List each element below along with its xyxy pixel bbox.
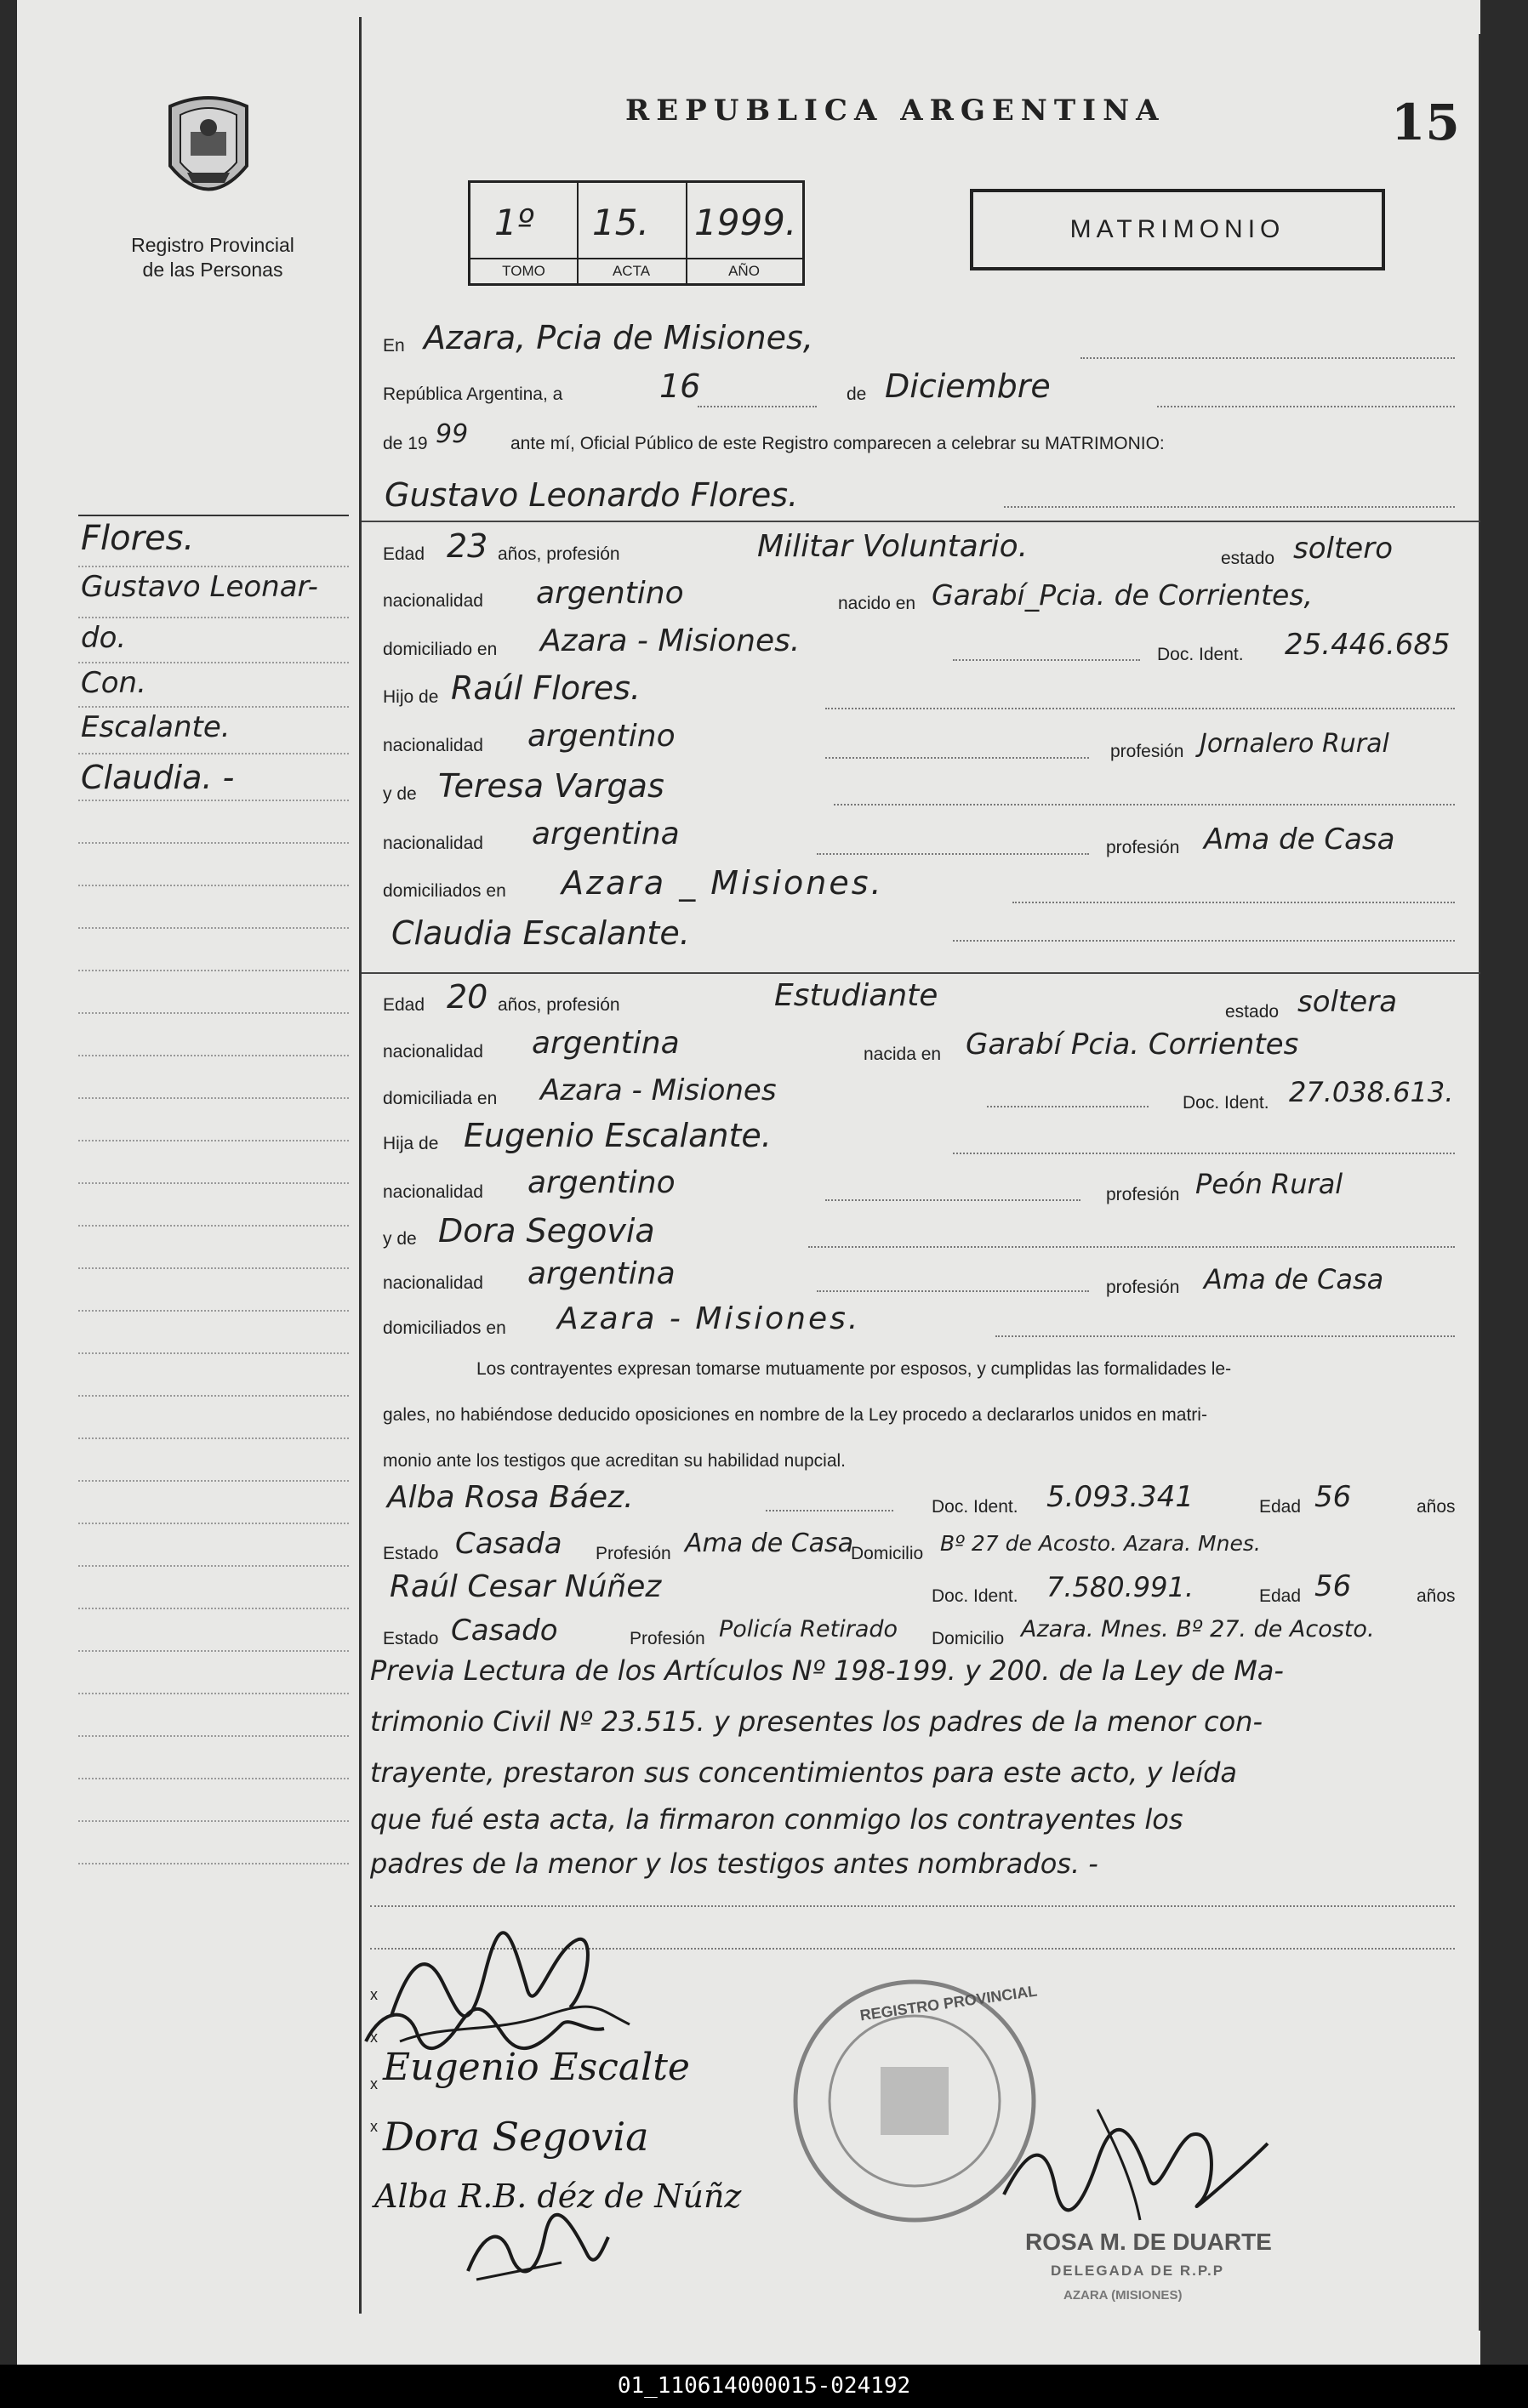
x-mark: x (370, 2118, 378, 2135)
bride-yde-label: y de (383, 1229, 417, 1249)
bride-padre: Eugenio Escalante. (464, 1117, 772, 1154)
place-value: Azara, Pcia de Misiones, (424, 319, 813, 356)
ano-label: AÑO (686, 258, 802, 280)
margin-line (78, 885, 349, 886)
formal-text-line3: monio ante los testigos que acreditan su habilidad nupcial. (383, 1451, 847, 1471)
witness2-profesion: Policía Retirado (719, 1616, 898, 1642)
official-title: DELEGADA DE R.P.P (1051, 2263, 1225, 2279)
bride-madre-nac: argentina (527, 1256, 676, 1291)
formal-text-line1: Los contrayentes expresan tomarse mutuamente por esposos, y cumplidas las formalidades le- (476, 1359, 1232, 1379)
groom-padre-prof-label: profesión (1110, 742, 1184, 761)
groom-nacido-label: nacido en (838, 594, 916, 613)
fill-line (825, 1199, 1080, 1201)
margin-line (78, 566, 349, 567)
groom-yde-label: y de (383, 784, 417, 804)
tomo-cell (470, 183, 579, 283)
margin-line (78, 617, 349, 618)
left-margin-rule (359, 17, 362, 2314)
official-place: AZARA (MISIONES) (1063, 2288, 1183, 2303)
witness2-estado-label: Estado (383, 1629, 439, 1648)
intro-statement: ante mí, Oficial Público de este Registro comparecen a celebrar su MATRIMONIO: (510, 434, 1165, 453)
witness1-estado: Casada (455, 1527, 562, 1561)
groom-padre-prof: Jornalero Rural (1200, 729, 1389, 759)
witness1-prof-label: Profesión (596, 1544, 671, 1563)
witness2-prof-label: Profesión (630, 1629, 705, 1648)
bride-profesion: Estudiante (774, 978, 938, 1013)
bride-edad-label: Edad (383, 995, 425, 1015)
en-label: En (383, 336, 405, 356)
groom-madre-prof-label: profesión (1106, 838, 1180, 857)
margin-line (78, 927, 349, 929)
fill-line (808, 1246, 1455, 1248)
fill-line (1012, 902, 1455, 903)
margin-note-2: Gustavo Leonar- (81, 570, 318, 604)
record-id-box (468, 180, 805, 286)
witness2-domic-label: Domicilio (932, 1629, 1005, 1648)
witness2-estado: Casado (451, 1614, 558, 1648)
stamp-text: REGISTRO PROVINCIAL (858, 1982, 1039, 2024)
margin-line (78, 800, 349, 801)
right-edge-rule (1479, 34, 1480, 2331)
registry-name-line2: de las Personas (142, 259, 283, 281)
margin-line (78, 842, 349, 844)
month-value: Diciembre (885, 367, 1051, 405)
margin-note-6: Claudia. - (81, 759, 235, 796)
margin-line (78, 1608, 349, 1609)
alba-signature: Alba R.B. déz de Núñz (374, 2177, 742, 2215)
witness1-doc: 5.093.341 (1046, 1480, 1194, 1514)
margin-line (78, 1225, 349, 1227)
margin-line (78, 1778, 349, 1779)
bride-nacionalidad: argentina (532, 1026, 680, 1061)
x-mark: x (370, 2075, 378, 2092)
groom-nac-label: nacionalidad (383, 591, 483, 611)
bride-domicilio: Azara - Misiones (540, 1073, 777, 1107)
bride-madre-prof-label: profesión (1106, 1278, 1180, 1297)
fill-line (953, 659, 1140, 661)
bride-hija-label: Hija de (383, 1134, 439, 1153)
republica-label: República Argentina, a (383, 384, 563, 404)
margin-line (78, 1735, 349, 1737)
margin-line (78, 1310, 349, 1312)
bride-madre-prof: Ama de Casa (1204, 1263, 1384, 1295)
fill-line (987, 1106, 1149, 1107)
fill-line (1157, 406, 1455, 407)
witness2-doc: 7.580.991. (1046, 1571, 1194, 1603)
formal-text-line2: gales, no habiéndose deducido oposiciones en nombre de la Ley procedo a declararlos unidos en matri- (383, 1405, 1207, 1425)
margin-note-3: do. (81, 621, 127, 655)
margin-line (78, 706, 349, 708)
x-mark: x (370, 1986, 378, 2003)
page-number: 15 (1391, 94, 1460, 151)
witness1-anos: años (1417, 1497, 1456, 1517)
fill-line (698, 406, 817, 407)
filename-caption: 01_110614000015-024192 (0, 2365, 1528, 2408)
bride-domiciliados-label: domiciliados en (383, 1318, 506, 1338)
day-value: 16 (659, 367, 701, 405)
bride-madre: Dora Segovia (438, 1212, 655, 1250)
groom-padre-nac: argentino (527, 719, 676, 754)
groom-padre-nac-label: nacionalidad (383, 736, 483, 755)
bride-edad: 20 (447, 978, 488, 1016)
fill-line (370, 1905, 1455, 1907)
groom-doc: 25.446.685 (1285, 628, 1451, 662)
eugenio-signature: Eugenio Escalte (383, 2046, 690, 2089)
witness2-edad: 56 (1314, 1569, 1352, 1603)
witness1-profesion: Ama de Casa (685, 1528, 854, 1558)
groom-profesion: Militar Voluntario. (757, 529, 1029, 564)
groom-padre: Raúl Flores. (451, 669, 641, 707)
acta-value: 15. (592, 202, 649, 243)
margin-line (78, 970, 349, 971)
bride-padres-dom: Azara - Misiones. (557, 1301, 861, 1336)
fill-line (825, 708, 1455, 709)
tomo-label: TOMO (470, 258, 577, 280)
ano-cell (686, 183, 802, 283)
bride-anos-profesion: años, profesión (498, 995, 620, 1015)
groom-name-heading: Gustavo Leonardo Flores. (385, 476, 799, 514)
acta-label: ACTA (577, 258, 686, 280)
bride-domic-label: domiciliada en (383, 1089, 498, 1108)
year-suffix: 99 (436, 419, 469, 449)
witness1-edad-label: Edad (1259, 1497, 1302, 1517)
groom-domicilio: Azara - Misiones. (540, 623, 801, 658)
groom-edad: 23 (447, 527, 488, 565)
margin-line (78, 1565, 349, 1567)
groom-nacido-en: Garabí_Pcia. de Corrientes, (932, 578, 1314, 612)
bride-name-heading: Claudia Escalante. (391, 914, 690, 952)
provincial-seal-icon (162, 89, 255, 213)
margin-line (78, 1395, 349, 1397)
annotation-line3: trayente, prestaron sus concentimientos para este acto, y leída (370, 1756, 1238, 1789)
margin-line (78, 1012, 349, 1014)
witness1-domicilio: Bº 27 de Acosto. Azara. Mnes. (940, 1531, 1261, 1556)
bride-padre-nac: argentino (527, 1165, 676, 1200)
groom-madre-prof: Ama de Casa (1204, 823, 1395, 857)
bride-doc-label: Doc. Ident. (1183, 1093, 1269, 1113)
witness1-name: Alba Rosa Báez. (387, 1480, 634, 1515)
doc-type-box: MATRIMONIO (970, 189, 1385, 270)
acta-cell (577, 183, 687, 283)
groom-doc-label: Doc. Ident. (1157, 645, 1244, 664)
fill-line (825, 757, 1089, 759)
groom-estado: soltero (1293, 532, 1393, 566)
ano-value: 1999. (694, 202, 797, 243)
witness1-estado-label: Estado (383, 1544, 439, 1563)
margin-line (78, 1267, 349, 1269)
fill-line (817, 1290, 1089, 1292)
bride-estado: soltera (1297, 985, 1398, 1019)
bride-estado-label: estado (1225, 1002, 1280, 1022)
margin-line (78, 1140, 349, 1141)
fill-line (1004, 506, 1455, 508)
groom-padres-dom: Azara _ Misiones. (562, 864, 884, 902)
witness2-edad-label: Edad (1259, 1586, 1302, 1606)
witness1-edad: 56 (1314, 1480, 1352, 1514)
registry-name-line1: Registro Provincial (131, 234, 294, 256)
fill-line (1080, 357, 1455, 359)
bride-nacida-en: Garabí Pcia. Corrientes (966, 1028, 1299, 1062)
margin-line (78, 1480, 349, 1482)
witness2-doc-label: Doc. Ident. (932, 1586, 1018, 1606)
bride-padre-prof-label: profesión (1106, 1185, 1180, 1204)
margin-line (78, 1863, 349, 1864)
margin-line (78, 1182, 349, 1184)
bride-padre-prof: Peón Rural (1195, 1168, 1343, 1200)
margin-line (78, 1097, 349, 1099)
raul-signature (459, 2212, 613, 2288)
margin-line (78, 1523, 349, 1524)
groom-domiciliados-label: domiciliados en (383, 881, 506, 901)
groom-edad-label: Edad (383, 544, 425, 564)
fill-line (834, 804, 1455, 806)
de-label: de (847, 384, 867, 404)
margin-line (78, 753, 349, 754)
tomo-value: 1º (494, 202, 534, 243)
margin-note-1: Flores. (81, 519, 195, 558)
groom-domic-label: domiciliado en (383, 640, 498, 659)
annotation-line1: Previa Lectura de los Artículos Nº 198-199. y 200. de la Ley de Ma- (370, 1654, 1284, 1687)
groom-hijo-label: Hijo de (383, 687, 439, 707)
bride-nacida-label: nacida en (864, 1045, 942, 1064)
section-rule (362, 972, 1480, 974)
groom-madre-nac-label: nacionalidad (383, 834, 483, 853)
margin-line (78, 1693, 349, 1694)
groom-madre-nac: argentina (532, 817, 680, 851)
margin-line (78, 1650, 349, 1652)
official-name: ROSA M. DE DUARTE (1025, 2229, 1272, 2255)
fill-line (953, 940, 1455, 942)
bride-padre-nac-label: nacionalidad (383, 1182, 483, 1202)
fill-line (817, 853, 1089, 855)
section-rule (362, 521, 1480, 522)
margin-top-rule (78, 515, 349, 516)
margin-line (78, 1437, 349, 1439)
bride-nac-label: nacionalidad (383, 1042, 483, 1062)
bride-madre-nac-label: nacionalidad (383, 1273, 483, 1293)
margin-line (78, 1055, 349, 1056)
annotation-line5: padres de la menor y los testigos antes nombrados. - (370, 1847, 1098, 1880)
margin-note-4: Con. (81, 666, 146, 700)
witness2-domicilio: Azara. Mnes. Bº 27. de Acosto. (1021, 1616, 1375, 1642)
margin-note-5: Escalante. (81, 710, 231, 744)
official-signature (995, 2092, 1276, 2237)
witness2-anos: años (1417, 1586, 1456, 1606)
annotation-line2: trimonio Civil Nº 23.515. y presentes los padres de la menor con- (370, 1705, 1263, 1738)
annotation-line4: que fué esta acta, la firmaron conmigo los contrayentes los (370, 1803, 1183, 1836)
margin-line (78, 1820, 349, 1822)
fill-line (953, 1153, 1455, 1154)
groom-estado-label: estado (1221, 549, 1275, 568)
groom-anos-profesion: años, profesión (498, 544, 620, 564)
groom-madre: Teresa Vargas (438, 767, 664, 805)
year-prefix: de 19 (383, 434, 428, 453)
margin-line (78, 1352, 349, 1354)
witness2-name: Raúl Cesar Núñez (390, 1569, 662, 1604)
groom-nacionalidad: argentino (536, 576, 684, 611)
document-page (17, 0, 1480, 2365)
witness1-domic-label: Domicilio (851, 1544, 924, 1563)
fill-line (766, 1510, 893, 1511)
bride-doc: 27.038.613. (1289, 1076, 1454, 1108)
fill-line (995, 1335, 1455, 1337)
margin-line (78, 662, 349, 663)
country-heading: REPUBLICA ARGENTINA (625, 94, 1166, 128)
witness1-doc-label: Doc. Ident. (932, 1497, 1018, 1517)
x-mark: x (370, 2029, 378, 2046)
dora-signature: Dora Segovia (383, 2114, 649, 2160)
